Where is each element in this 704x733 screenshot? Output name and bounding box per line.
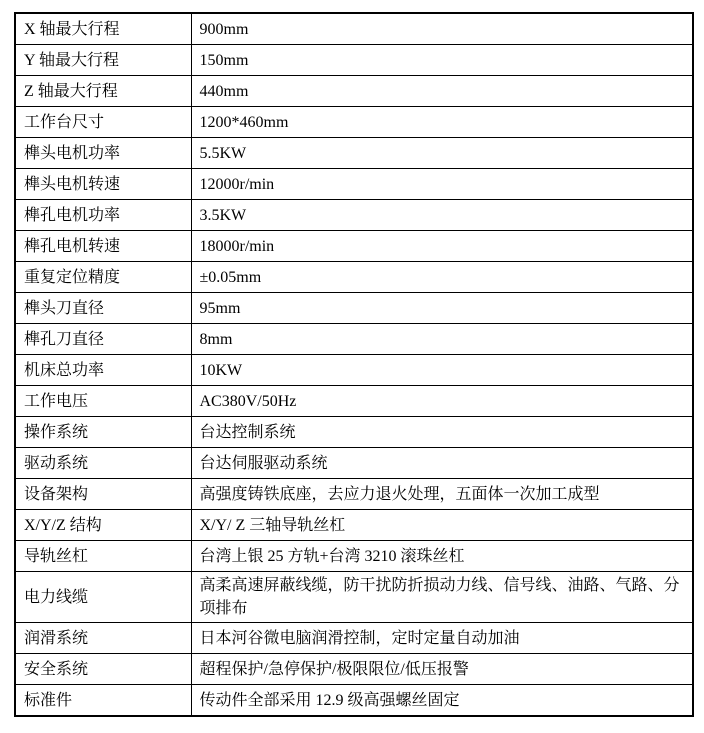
spec-label-cell: 机床总功率 <box>15 355 191 386</box>
spec-value-cell: 5.5KW <box>191 138 693 169</box>
spec-value-cell: 1200*460mm <box>191 107 693 138</box>
spec-label-cell: 榫头电机转速 <box>15 169 191 200</box>
table-row <box>15 262 693 293</box>
spec-label-cell: 设备架构 <box>15 479 191 510</box>
spec-label-cell: 榫头刀直径 <box>15 293 191 324</box>
table-row <box>15 45 693 76</box>
spec-value-cell: 440mm <box>191 76 693 107</box>
spec-label-cell: 标准件 <box>15 685 191 717</box>
spec-value-cell: 150mm <box>191 45 693 76</box>
spec-value-cell: 18000r/min <box>191 231 693 262</box>
spec-label-cell: X 轴最大行程 <box>15 13 191 45</box>
table-row <box>15 417 693 448</box>
table-row <box>15 510 693 541</box>
spec-label-cell: 工作台尺寸 <box>15 107 191 138</box>
spec-value-cell: 高柔高速屏蔽线缆，防干扰防折损动力线、信号线、油路、气路、分项排布 <box>191 572 693 623</box>
table-row <box>15 479 693 510</box>
spec-label-cell: X/Y/Z 结构 <box>15 510 191 541</box>
spec-table-body <box>15 13 693 716</box>
table-row <box>15 355 693 386</box>
spec-value-cell: AC380V/50Hz <box>191 386 693 417</box>
table-row <box>15 76 693 107</box>
table-row <box>15 138 693 169</box>
spec-label-cell: 榫头电机功率 <box>15 138 191 169</box>
table-row <box>15 448 693 479</box>
spec-label-cell: 榫孔电机转速 <box>15 231 191 262</box>
table-row <box>15 572 693 623</box>
table-row <box>15 541 693 572</box>
table-row <box>15 293 693 324</box>
spec-label-cell: 安全系统 <box>15 654 191 685</box>
machine-spec-table <box>14 12 694 717</box>
table-row <box>15 685 693 717</box>
spec-value-cell: 传动件全部采用 12.9 级高强螺丝固定 <box>191 685 693 717</box>
spec-label-cell: 操作系统 <box>15 417 191 448</box>
spec-value-cell: 95mm <box>191 293 693 324</box>
spec-value-cell: 8mm <box>191 324 693 355</box>
table-row <box>15 623 693 654</box>
table-row <box>15 107 693 138</box>
spec-label-cell: 榫孔电机功率 <box>15 200 191 231</box>
spec-value-cell: 12000r/min <box>191 169 693 200</box>
spec-value-cell: 台湾上银 25 方轨+台湾 3210 滚珠丝杠 <box>191 541 693 572</box>
table-row <box>15 386 693 417</box>
spec-value-cell: 台达控制系统 <box>191 417 693 448</box>
table-row <box>15 200 693 231</box>
spec-label-cell: 榫孔刀直径 <box>15 324 191 355</box>
spec-value-cell: 台达伺服驱动系统 <box>191 448 693 479</box>
spec-label-cell: Z 轴最大行程 <box>15 76 191 107</box>
spec-value-cell: 日本河谷微电脑润滑控制，定时定量自动加油 <box>191 623 693 654</box>
table-row <box>15 169 693 200</box>
spec-label-cell: 驱动系统 <box>15 448 191 479</box>
spec-label-cell: 电力线缆 <box>15 572 191 623</box>
spec-value-cell: 10KW <box>191 355 693 386</box>
spec-value-cell: 高强度铸铁底座，去应力退火处理，五面体一次加工成型 <box>191 479 693 510</box>
spec-label-cell: 导轨丝杠 <box>15 541 191 572</box>
table-row <box>15 654 693 685</box>
spec-label-cell: 润滑系统 <box>15 623 191 654</box>
spec-label-cell: Y 轴最大行程 <box>15 45 191 76</box>
spec-sheet-page <box>0 12 704 733</box>
spec-label-cell: 重复定位精度 <box>15 262 191 293</box>
spec-label-cell: 工作电压 <box>15 386 191 417</box>
table-row <box>15 13 693 45</box>
spec-value-cell: X/Y/ Z 三轴导轨丝杠 <box>191 510 693 541</box>
spec-value-cell: ±0.05mm <box>191 262 693 293</box>
table-row <box>15 231 693 262</box>
spec-value-cell: 3.5KW <box>191 200 693 231</box>
spec-value-cell: 超程保护/急停保护/极限限位/低压报警 <box>191 654 693 685</box>
spec-value-cell: 900mm <box>191 13 693 45</box>
table-row <box>15 324 693 355</box>
